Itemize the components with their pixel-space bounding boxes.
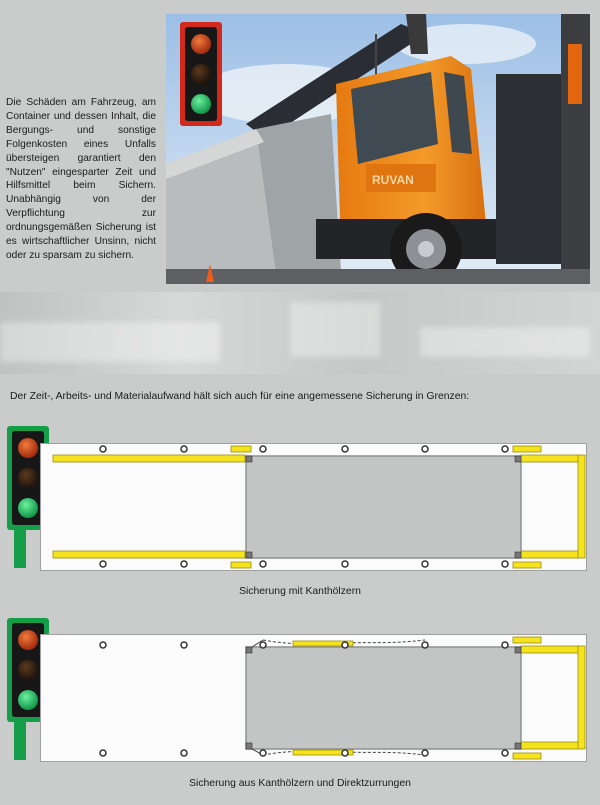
traffic-light-pole	[14, 722, 26, 760]
trailer-diagram-2	[40, 634, 587, 762]
container-shape	[246, 456, 521, 558]
diagram-2-caption: Sicherung aus Kanthölzern und Direktzurrungen	[189, 778, 411, 789]
traffic-light-pole	[14, 530, 26, 568]
trailer-diagram-1	[40, 443, 587, 571]
diagram-1-caption: Sicherung mit Kanthölzern	[239, 586, 361, 597]
blurred-strip	[0, 292, 600, 374]
container-shape	[246, 647, 521, 749]
section-headline: Der Zeit-, Arbeits- und Materialaufwand hält sich auch für eine angemessene Sicherung in Grenzen:	[10, 391, 470, 402]
intro-paragraph: Die Schäden am Fahrzeug, am Container und dessen Inhalt, die Bergungs- und sonstige Folgenkosten eines Unfalls übersteigen garantiert den "Nutzen" eingesparter Zeit und Hilfsmittel beim Sichern. Unabhängig von der Verpflichtung zur ordnungsgemäßen Sicherung ist es wirtschaftlicher Unsinn, nicht oder zu sparsam zu sichern.	[6, 97, 156, 261]
truck-photo	[166, 14, 590, 284]
timber-beam	[53, 551, 245, 558]
timber-beam	[53, 455, 245, 462]
traffic-light-icon	[180, 22, 222, 126]
cab-door-lettering: RUVAN	[372, 173, 414, 187]
